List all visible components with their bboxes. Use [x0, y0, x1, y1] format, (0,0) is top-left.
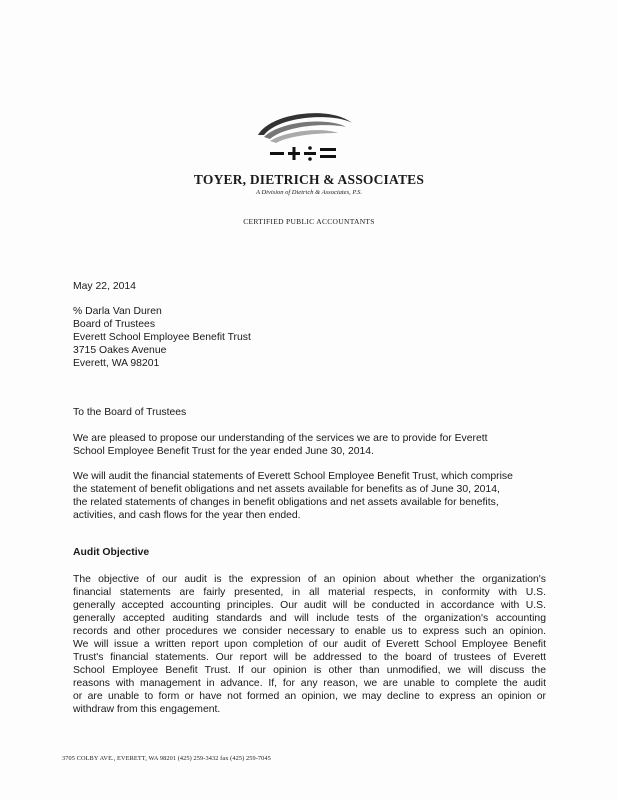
paragraph-line: the statement of benefit obligations and net assets available for benefits as of June 30, 2014,: [73, 484, 500, 495]
audit-objective-heading: Audit Objective: [73, 547, 150, 558]
paragraph-line: School Employee Benefit Trust for the year ended June 30, 2014.: [73, 446, 374, 457]
address-line: Everett, WA 98201: [73, 358, 160, 369]
address-line: 3715 Oakes Avenue: [73, 345, 167, 356]
paragraph-line: The objective of our audit is the expression of an opinion about whether the organization's: [73, 574, 546, 585]
paragraph-line: Trust's financial statements. Our report will be addressed to the board of trustees of Everett: [73, 652, 546, 663]
intro-paragraph: [73, 432, 543, 458]
footer-address: 3705 COLBY AVE., EVERETT, WA 98201 (425) 259-3432 fax (425) 259-7045: [62, 755, 271, 762]
paragraph-line: generally accepted accounting principles. Our audit will be conducted in accordance with U.S.: [73, 600, 546, 611]
paragraph-line: generally accepted auditing standards and will include tests of the organization's accounting: [73, 613, 546, 624]
paragraph-line: We will audit the financial statements of Everett School Employee Benefit Trust, which comprise: [73, 471, 513, 482]
audit-objective-paragraph: [73, 573, 546, 716]
paragraph-line: financial statements are fairly presented, in all material respects, in conformity with U.S.: [73, 587, 546, 598]
paragraph-line: We will issue a written report upon completion of our audit of Everett School Employee Benefit: [73, 639, 546, 650]
paragraph-line: School Employee Benefit Trust. If our opinion is other than unmodified, we will discuss the: [73, 665, 546, 676]
firm-name-text: TOYER, DIETRICH & ASSOCIATES: [193, 172, 425, 187]
recipient-address: [73, 305, 251, 370]
salutation: To the Board of Trustees: [73, 407, 187, 418]
firm-name: [0, 172, 618, 188]
paragraph-line: withdraw from this engagement.: [73, 704, 221, 715]
address-line: % Darla Van Duren: [73, 306, 162, 317]
scope-paragraph: [73, 470, 543, 522]
paragraph-line: reasons with management in advance. If, for any reason, we are unable to complete the audit: [73, 678, 546, 689]
letter-date: May 22, 2014: [73, 281, 136, 292]
paragraph-line: or are unable to form or have not formed an opinion, we may decline to express an opinion or: [73, 691, 546, 702]
firm-subtitle: A Division of Dietrich & Associates, P.S.: [256, 189, 362, 196]
paragraph-line: We are pleased to propose our understanding of the services we are to provide for Everett: [73, 433, 488, 444]
paragraph-line: activities, and cash flows for the year then ended.: [73, 510, 301, 521]
paragraph-line: the related statements of changes in benefit obligations and net assets available for benefits,: [73, 497, 499, 508]
firm-tagline: CERTIFIED PUBLIC ACCOUNTANTS: [243, 217, 375, 226]
address-line: Everett School Employee Benefit Trust: [73, 332, 251, 343]
address-line: Board of Trustees: [73, 319, 156, 330]
swoosh-math-symbols-logo: [250, 105, 360, 167]
paragraph-line: records and other procedures we consider necessary to enable us to express such an opinion.: [73, 626, 546, 637]
